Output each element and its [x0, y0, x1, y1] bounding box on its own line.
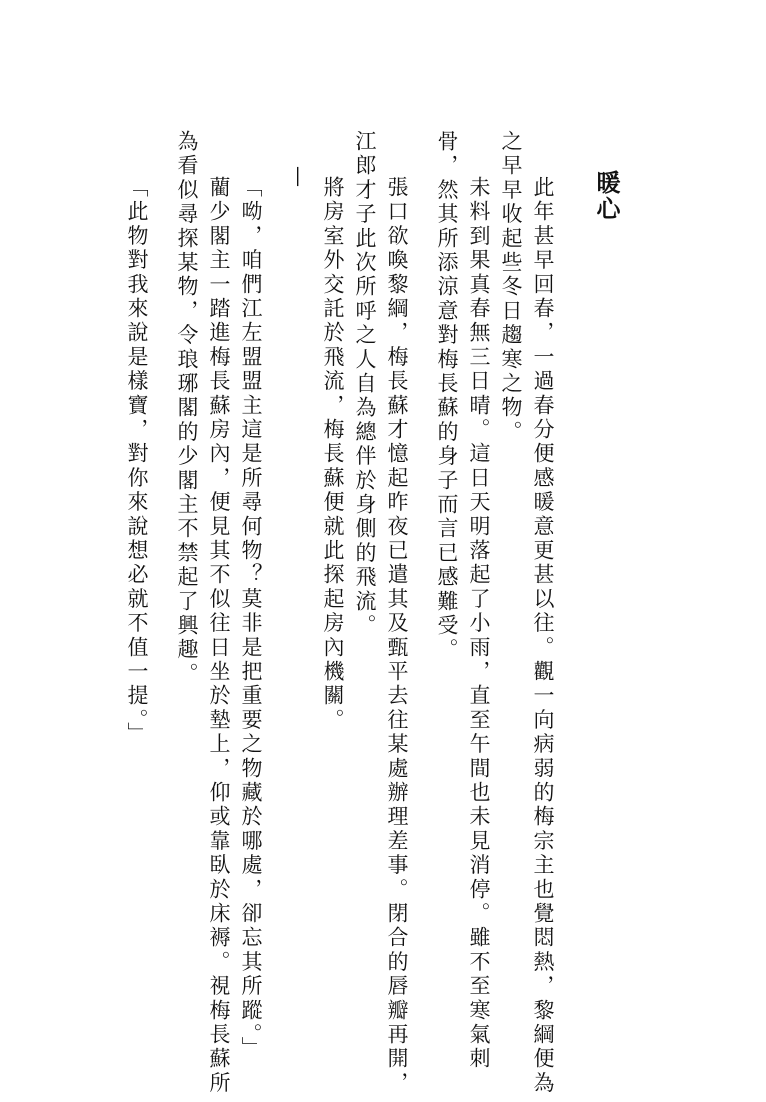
page-title: 暖心 — [592, 170, 621, 222]
text-line: 未料到果真春無三日晴。這日天明落起了小雨，直至午間也未見消停。雖不至寒氣刺 — [467, 176, 491, 1072]
text-line: 江郎才子此次所呼之人自為總伴於身側的飛流。 — [353, 130, 377, 639]
text-line: 「呦，咱們江左盟盟主這是所尋何物？莫非是把重要之物藏於哪處，卻忘其所蹤。」 — [239, 176, 263, 1061]
text-line: 將房室外交託於飛流，梅長蘇便就此探起房內機關。 — [321, 176, 345, 733]
text-line: 之早早收起些冬日趨寒之物。 — [499, 130, 523, 445]
text-line: 為看似尋探某物，令琅琊閣的少閣主不禁起了興趣。 — [175, 130, 199, 687]
text-line: 此年甚早回春，一過春分便感暖意更甚以往。觀一向病弱的梅宗主也覺悶熱，黎綱便為 — [531, 176, 555, 1096]
text-line: 骨，然其所添涼意對梅長蘇的身子而言已感難受。 — [435, 130, 459, 663]
text-line: 張口欲喚黎綱，梅長蘇才憶起昨夜已遣其及甄平去往某處辦理差事。閉合的唇瓣再開， — [385, 176, 409, 1096]
text-line: 「此物對我來說是樣寶，對你來說想必就不值一提。」 — [125, 176, 149, 747]
section-divider: — — [287, 166, 311, 191]
text-line: 藺少閣主一踏進梅長蘇房內，便見其不似往日坐於墊上，仰或靠臥於床褥。視梅長蘇所 — [207, 176, 231, 1096]
